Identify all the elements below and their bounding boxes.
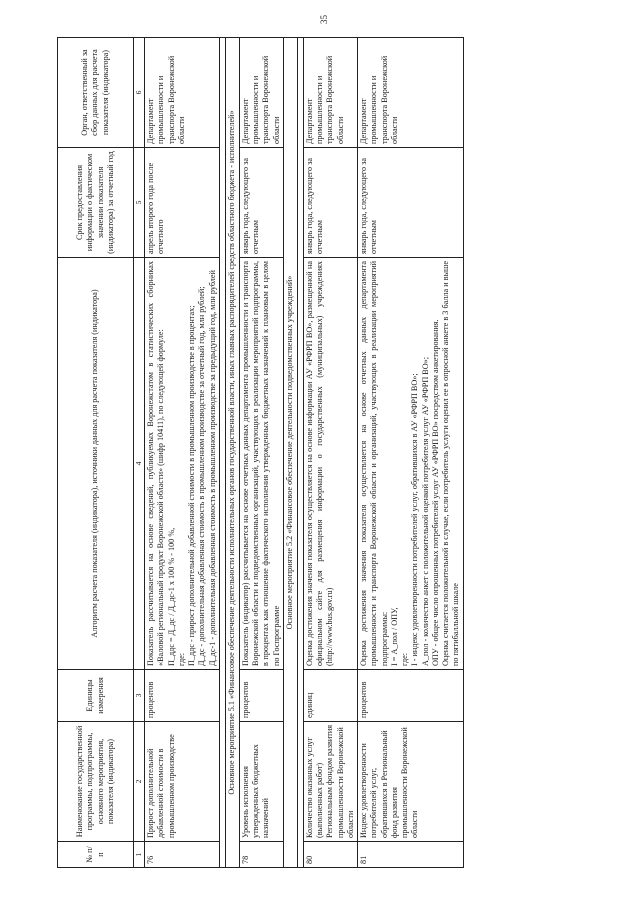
col-number: 6 <box>134 38 145 148</box>
indicator-unit: единиц <box>303 670 357 722</box>
indicator-unit: процентов <box>239 670 283 722</box>
indicator-algorithm: Показатель рассчитывается на основе сведений, публикуемых Воронежстатом в статистических сборниках «Валовой региональный продукт Воронежской области» (шифр 10411), по следующей формуле: П_ддс = Д_дс / Д_дс-1 х 100 % - 100 %, где: П_ддс - прирост дополнительной добавленной стоимости в промышленном производстве в процентах; Д_дс - дополнительная добавленная стоимость в промышленном производстве за отчетный год, млн рублей; Д_дс-1 - дополнительная добавленная стоимость в промышленном производстве за предыдущий год, млн рублей <box>145 258 220 670</box>
table-row <box>145 38 220 868</box>
col-header-number: № п/п <box>58 842 134 868</box>
indicator-name: Индекс удовлетворенности потребителей услуг, обратившихся в Региональный фонд развития промышленности Воронежской области <box>358 722 464 842</box>
rotated-table-page <box>57 38 605 868</box>
section-title-5-1: Основное мероприятие 5.1 «Финансовое обеспечение деятельности исполнительных органов государственной власти, иных главных распорядителей средств областного бюджета - исполнителей» <box>225 38 239 868</box>
indicator-name: Уровень исполнения утвержденных бюджетных назначений <box>239 722 283 842</box>
report-term: январь года, следующего за отчетным <box>239 148 283 258</box>
indicator-name: Прирост дополнительной добавленной стоимости в промышленном производстве <box>145 722 220 842</box>
row-number: 81 <box>358 842 464 868</box>
indicator-algorithm: Оценка достижения значения показателя осуществляется на основе отчетных данных департамента промышленности и транспорта Воронежской области и организаций, участвующих в реализации мероприятий подпрограммы: I = А_пол / ОПУ, где: I - индекс удовлетворенности потребителей услуг, обратившихся в АУ «РФРП ВО»; А_пол - количество анкет с положительной оценкой потребителя услуг АУ «РФРП ВО»; ОПУ - общее число опрошенных потребителей услуг АУ «РФРП ВО» посредством анкетирования. Оценка считается положительной в случае, если потребитель услуги оценил ее в опросной анкете в 3 балла и выше по пятибалльной шкале <box>358 258 464 670</box>
indicator-unit: процентов <box>358 670 464 722</box>
column-numbers-row <box>134 38 145 868</box>
row-number: 80 <box>303 842 357 868</box>
col-number: 3 <box>134 670 145 722</box>
report-term: январь года, следующего за отчетным <box>358 148 464 258</box>
indicator-name: Количество оказанных услуг (выполненных работ) Региональным фондом развития промышленности Воронежской области <box>303 722 357 842</box>
header-row <box>58 38 134 868</box>
col-header-org: Орган, ответственный за сбор данных для расчета показателя (индикатора) <box>58 38 134 148</box>
indicator-algorithm: Показатель (индикатор) рассчитывается на основе отчетных данных департамента промышленности и транспорта Воронежской области и подведомственных организаций, участвующих в реализации мероприятий подпрограммы, в процентах как отношение фактического исполнения утвержденных бюджетных назначений к плановым в целом по Госпрограмме <box>239 258 283 670</box>
section-title-5-2: Основное мероприятие 5.2 «Финансовое обеспечение деятельности подведомственных учреждений» <box>283 38 297 868</box>
col-number: 2 <box>134 722 145 842</box>
responsible-org: Департамент промышленности и транспорта Воронежской области <box>145 38 220 148</box>
row-number: 78 <box>239 842 283 868</box>
report-term: апрель второго года после отчетного <box>145 148 220 258</box>
section-row <box>283 38 297 868</box>
responsible-org: Департамент промышленности и транспорта Воронежской области <box>303 38 357 148</box>
col-number: 4 <box>134 258 145 670</box>
table-row <box>239 38 283 868</box>
col-header-unit: Единицы измерения <box>58 670 134 722</box>
table-row <box>358 38 464 868</box>
page-number: 35 <box>319 15 329 24</box>
row-number: 76 <box>145 842 220 868</box>
section-row <box>225 38 239 868</box>
col-number: 5 <box>134 148 145 258</box>
report-term: январь года, следующего за отчетным <box>303 148 357 258</box>
col-header-algorithm: Алгоритм расчета показателя (индикатора), источники данных для расчета показателя (индикатора) <box>58 258 134 670</box>
indicators-table <box>57 37 464 868</box>
col-header-name: Наименование государственной программы, подпрограммы, основного мероприятия, показателя (индикатора) <box>58 722 134 842</box>
responsible-org: Департамент промышленности и транспорта Воронежской области <box>358 38 464 148</box>
indicator-algorithm: Оценка достижения значения показателя осуществляется на основе информации АУ «РФРП ВО», размещенной на официальном сайте для размещения информации о государственных (муниципальных) учреждениях (http://www.bus.gov.ru) <box>303 258 357 670</box>
col-number: 1 <box>134 842 145 868</box>
responsible-org: Департамент промышленности и транспорта Воронежской области <box>239 38 283 148</box>
col-header-term: Срок предоставления информации о фактическом значении показателя (индикатора) за отчетный год <box>58 148 134 258</box>
table-row <box>303 38 357 868</box>
indicator-unit: процентов <box>145 670 220 722</box>
